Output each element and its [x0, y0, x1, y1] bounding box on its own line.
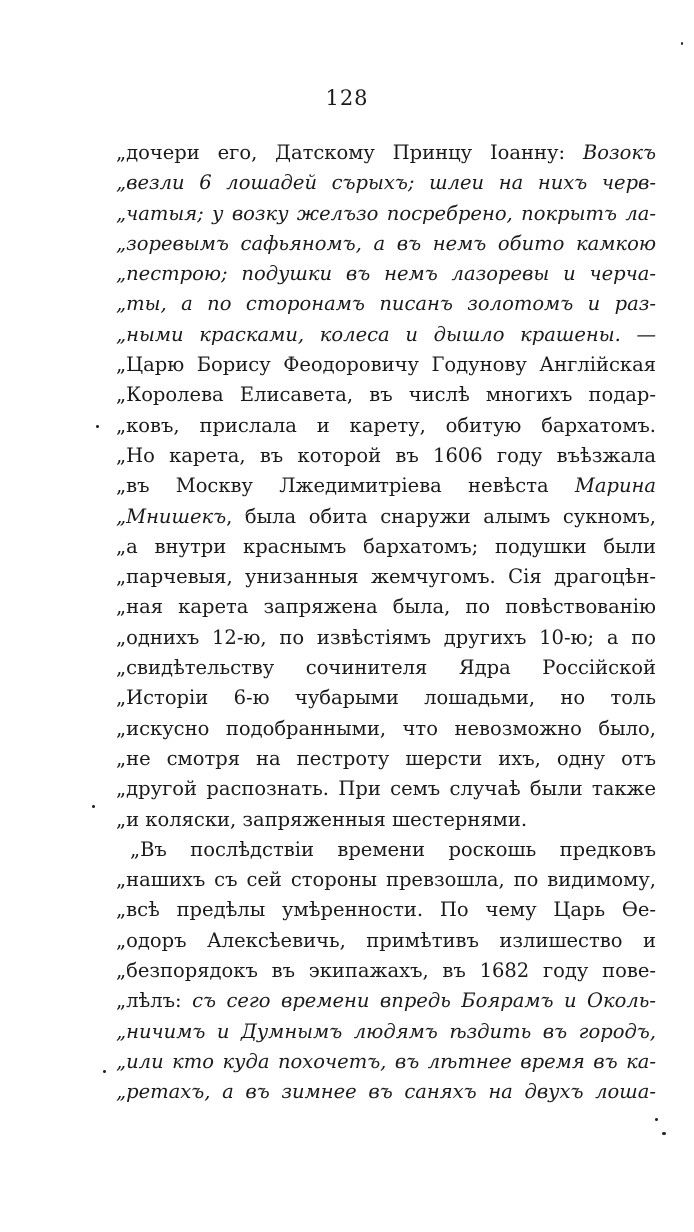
text-line	[116, 138, 656, 168]
text-segment: „Царю Борису Феодоровичу Годунову Англійская	[116, 353, 656, 377]
text-line	[116, 471, 656, 501]
text-segment: , была обита снаружи алымъ сукномъ,	[226, 504, 656, 528]
text-line	[116, 835, 656, 865]
text-line	[116, 986, 656, 1016]
text-segment: „лѣлъ:	[116, 989, 193, 1013]
scan-speck	[96, 425, 99, 428]
text-line	[116, 441, 656, 471]
italic-quote-segment: „везли 6 лошадей сърыхъ; шлеи на нихъ черв-	[116, 171, 656, 195]
text-segment: „ковъ, прислала и карету, обитую бархатомъ.	[116, 413, 656, 437]
text-segment: „всѣ предѣлы умѣренности. По чему Царь Ѳе-	[116, 898, 656, 922]
text-line	[116, 532, 656, 562]
text-segment: „Но карета, въ которой въ 1606 году въѣзжала	[116, 443, 656, 467]
body-text	[116, 138, 656, 1108]
text-segment: „безпорядокъ въ экипажахъ, въ 1682 году пове-	[116, 959, 656, 983]
text-segment: „искусно подобранными, что невозможно было,	[116, 716, 656, 740]
italic-quote-segment: „пестрою; подушки въ немъ лазоревы и черча-	[116, 262, 656, 286]
text-line	[116, 623, 656, 653]
italic-quote-segment: „Мнишекъ	[116, 504, 227, 528]
text-line	[116, 895, 656, 925]
text-segment: „другой распознать. При семъ случаѣ были также	[116, 777, 656, 801]
text-line	[116, 774, 656, 804]
text-line	[116, 805, 656, 835]
scan-speck	[103, 1070, 106, 1073]
italic-quote-segment: „чатыя; у возку желъзо посребрено, покрытъ ла-	[116, 201, 656, 225]
italic-quote-segment: „или кто куда похочетъ, въ лѣтнее время въ ка-	[116, 1049, 656, 1073]
scan-speck	[655, 1118, 658, 1121]
scan-speck	[681, 42, 683, 45]
text-line	[116, 865, 656, 895]
text-segment: „ная карета запряжена была, по повѣствованію	[116, 595, 656, 619]
text-line	[116, 683, 656, 713]
text-segment: „и коляски, запряженныя шестернями.	[116, 807, 528, 831]
text-line	[116, 320, 656, 350]
italic-quote-segment: „ничимъ и Думнымъ людямъ ѣздить въ городъ,	[116, 1019, 656, 1043]
text-line	[116, 714, 656, 744]
text-line	[116, 289, 656, 319]
text-line	[116, 744, 656, 774]
text-line	[116, 1047, 656, 1077]
text-line	[116, 199, 656, 229]
text-line	[116, 926, 656, 956]
text-segment: „нашихъ съ сей стороны превзошла, по видимому,	[116, 868, 656, 892]
scan-speck	[92, 805, 95, 808]
italic-quote-segment: Марина	[574, 474, 656, 498]
text-segment: „Исторіи 6-ю чубарыми лошадьми, но толь	[116, 686, 656, 710]
text-line	[116, 380, 656, 410]
scan-speck	[662, 1132, 666, 1135]
text-segment: „однихъ 12-ю, по извѣстіямъ другихъ 10-ю; а по	[116, 625, 656, 649]
text-line	[116, 229, 656, 259]
italic-quote-segment: „ными красками, колеса и дышло крашены. —	[116, 322, 656, 346]
italic-quote-segment: „зоревымъ сафьяномъ, а въ немъ обито камкою	[116, 231, 656, 255]
text-line	[116, 411, 656, 441]
italic-quote-segment: „ты, а по сторонамъ писанъ золотомъ и раз-	[116, 292, 656, 316]
text-line	[116, 502, 656, 532]
text-line	[116, 562, 656, 592]
text-segment: „а внутри краснымъ бархатомъ; подушки были	[116, 534, 656, 558]
italic-quote-segment: съ сего времени впредь Боярамъ и Околь-	[192, 989, 656, 1013]
italic-quote-segment: Возокъ	[582, 141, 656, 164]
text-segment: „Въ послѣдствіи времени роскошь предковъ	[130, 837, 656, 861]
text-segment: „Королева Елисавета, въ числѣ многихъ подар-	[116, 383, 656, 407]
text-segment: „свидѣтельству сочинителя Ядра Россійской	[116, 656, 656, 680]
text-segment: „парчевыя, унизанныя жемчугомъ. Сія драгоцѣн-	[116, 565, 656, 589]
text-segment: „не смотря на пестроту шерсти ихъ, одну отъ	[116, 746, 656, 770]
text-line	[116, 259, 656, 289]
text-segment: „одоръ Алексѣевичь, примѣтивъ излишество и	[116, 928, 656, 952]
text-line	[116, 1017, 656, 1047]
text-segment: „дочери его, Датскому Принцу Іоанну:	[116, 141, 583, 164]
page-number: 128	[325, 86, 369, 110]
text-line	[116, 168, 656, 198]
text-line	[116, 592, 656, 622]
text-line	[116, 653, 656, 683]
italic-quote-segment: „ретахъ, а въ зимнее въ саняхъ на двухъ лоша-	[116, 1080, 656, 1104]
text-segment: „въ Москву Лжедимитріева невѣста	[116, 474, 575, 498]
text-line	[116, 350, 656, 380]
text-line	[116, 956, 656, 986]
text-line	[116, 1077, 656, 1107]
